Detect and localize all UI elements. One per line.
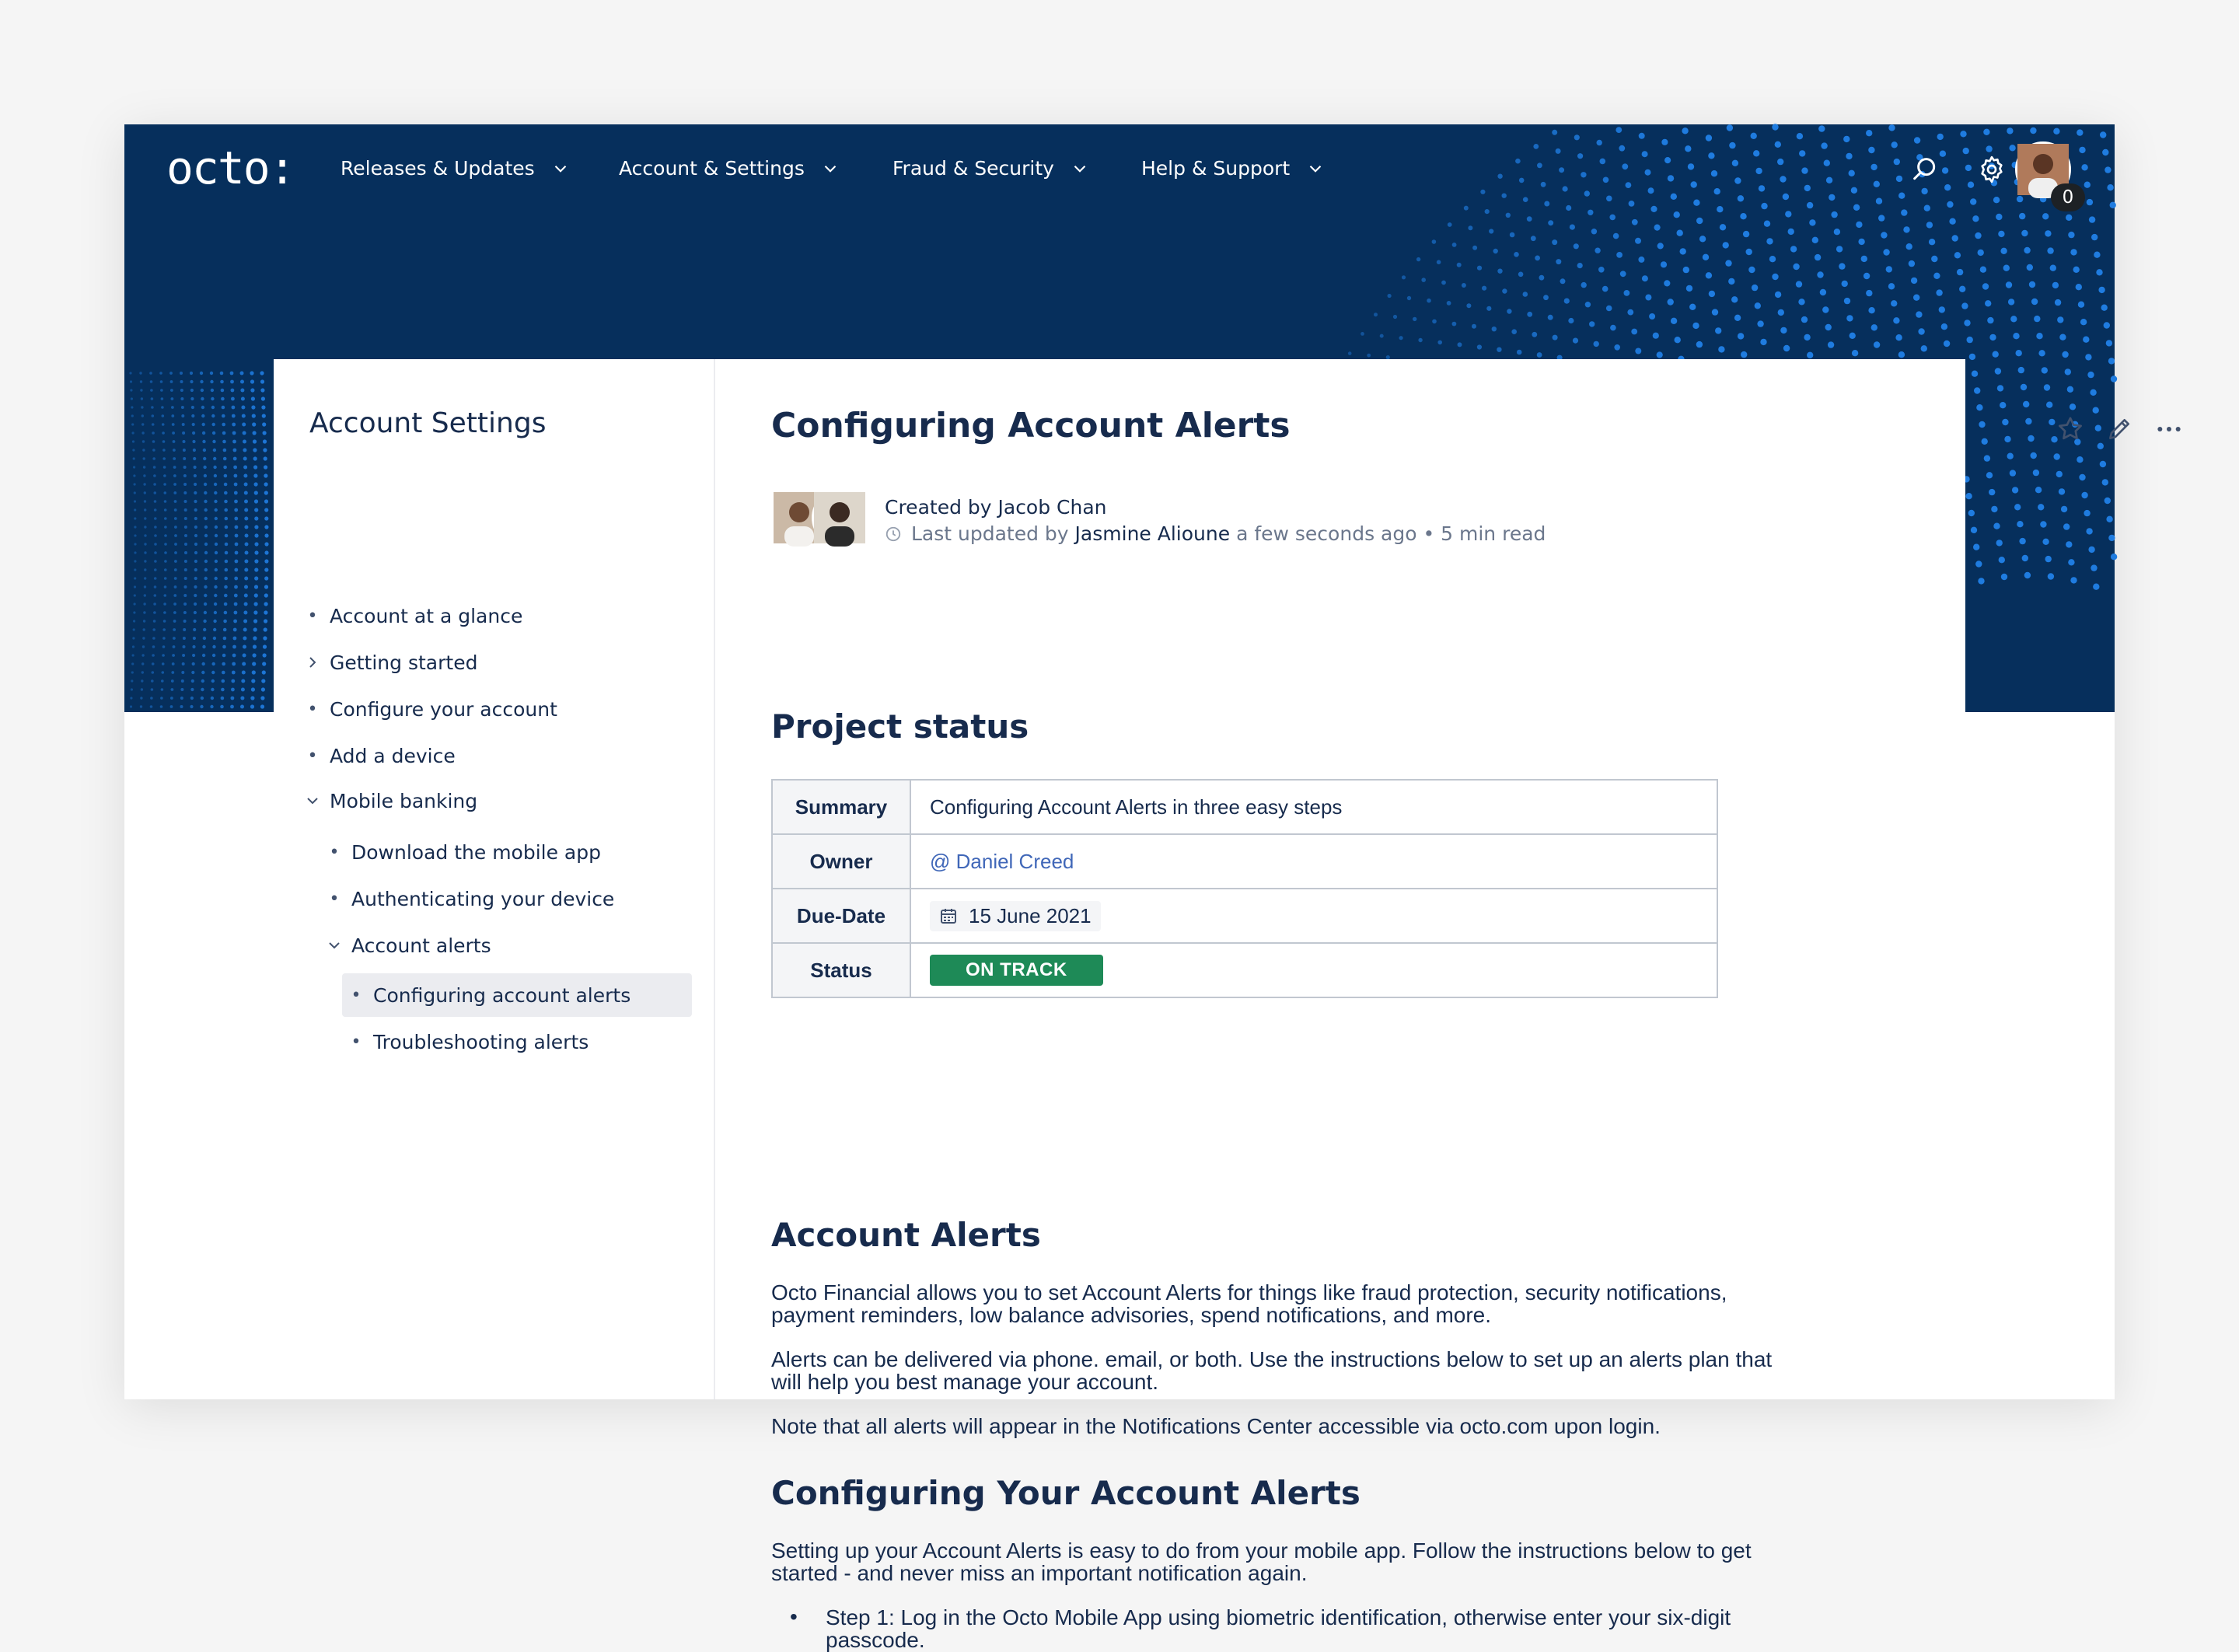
owner-mention[interactable]: @ Daniel Creed: [930, 849, 1074, 873]
summary-key: Summary: [772, 780, 910, 834]
bullet-icon: •: [351, 985, 362, 1005]
menu-label: Help & Support: [1141, 157, 1291, 180]
bullet-icon: •: [307, 606, 318, 626]
sidebar-item-label: Troubleshooting alerts: [373, 1030, 589, 1053]
sidebar-item-configure-your-account[interactable]: [303, 687, 557, 731]
bullet-icon: •: [329, 842, 340, 862]
bullet-icon: •: [351, 1032, 362, 1052]
table-row: [772, 834, 1717, 889]
edit-pencil-icon[interactable]: [2104, 414, 2135, 445]
menu-fraud-security[interactable]: [892, 157, 1090, 180]
editor-avatar[interactable]: [812, 490, 868, 546]
sidebar-item-account-at-a-glance[interactable]: [303, 594, 522, 637]
user-avatar-button[interactable]: [2015, 141, 2074, 208]
table-row: [772, 780, 1717, 834]
sidebar-item-mobile-banking[interactable]: [303, 779, 477, 823]
due-date-value: [910, 889, 1717, 943]
last-updated: [885, 522, 1546, 545]
account-alerts-paragraph-3: Note that all alerts will appear in the Notifications Center accessible via octo.com upon login.: [771, 1414, 1661, 1438]
chevron-down-icon: [303, 791, 322, 810]
sidebar-item-label: Account alerts: [351, 934, 491, 957]
sidebar-item-add-a-device[interactable]: [303, 734, 456, 777]
menu-account-settings[interactable]: [619, 157, 840, 180]
configuring-paragraph: Setting up your Account Alerts is easy to do from your mobile app. Follow the instructions below to get started - and never miss an important notification again.: [771, 1538, 1752, 1585]
bullet-icon: •: [790, 1605, 798, 1629]
date-chip[interactable]: [930, 901, 1101, 931]
more-options-icon[interactable]: [2153, 414, 2185, 445]
bullet-icon: •: [307, 699, 318, 719]
owner-value: [910, 834, 1717, 889]
menu-help-support[interactable]: [1141, 157, 1326, 180]
calendar-icon: [939, 906, 958, 925]
account-alerts-paragraph-2: Alerts can be delivered via phone. email, or both. Use the instructions below to set up an alerts plan that will help you best manage your account.: [771, 1347, 1773, 1394]
sidebar-item-label: Add a device: [330, 744, 456, 767]
menu-label: Fraud & Security: [892, 157, 1054, 180]
bullet-icon: •: [329, 889, 340, 909]
sidebar-title: Account Settings: [309, 407, 547, 439]
status-key: Status: [772, 943, 910, 997]
notification-count-badge: 0: [2051, 183, 2085, 211]
top-navigation: [124, 124, 2115, 218]
sidebar-item-label: Authenticating your device: [351, 887, 615, 910]
owner-key: Owner: [772, 834, 910, 889]
updated-prefix: Last updated by: [911, 522, 1069, 545]
sidebar: [274, 359, 715, 1399]
logo[interactable]: octo:: [166, 141, 295, 194]
due-date-text: 15 June 2021: [969, 903, 1092, 927]
gear-icon[interactable]: [1976, 154, 2007, 185]
status-value: [910, 943, 1717, 997]
chevron-down-icon: [550, 159, 571, 179]
chevron-down-icon: [1305, 159, 1326, 179]
project-status-heading: Project status: [771, 707, 1029, 746]
sidebar-item-configuring-account-alerts[interactable]: [342, 973, 692, 1017]
search-icon[interactable]: [1909, 154, 1940, 185]
star-icon[interactable]: [2055, 414, 2086, 445]
page-card: [274, 359, 1965, 1652]
app-window: [124, 124, 2115, 1652]
sidebar-item-label: Mobile banking: [330, 789, 478, 812]
table-row: [772, 943, 1717, 997]
bullet-icon: •: [307, 746, 318, 766]
sidebar-item-download-the-mobile-app[interactable]: [325, 830, 601, 874]
sidebar-item-label: Download the mobile app: [351, 840, 601, 864]
chevron-down-icon: [325, 936, 344, 955]
sidebar-item-getting-started[interactable]: [303, 641, 477, 684]
due-date-key: Due-Date: [772, 889, 910, 943]
table-row: [772, 889, 1717, 943]
sidebar-item-label: Account at a glance: [330, 604, 523, 627]
menu-label: Releases & Updates: [341, 157, 535, 180]
sidebar-item-troubleshooting-alerts[interactable]: [347, 1020, 589, 1063]
account-alerts-paragraph-1: Octo Financial allows you to set Account Alerts for things like fraud protection, security notifications, payment reminders, low balance advisories, spend notifications, and more.: [771, 1280, 1727, 1327]
status-badge: ON TRACK: [930, 955, 1103, 986]
chevron-right-icon: [303, 653, 322, 672]
sidebar-item-label: Getting started: [330, 651, 478, 674]
sidebar-item-label: Configure your account: [330, 697, 557, 721]
updated-by-user[interactable]: Jasmine Alioune: [1074, 522, 1231, 545]
menu-releases-updates[interactable]: [341, 157, 571, 180]
menu-label: Account & Settings: [619, 157, 805, 180]
sidebar-item-account-alerts[interactable]: [325, 924, 491, 967]
chevron-down-icon: [1070, 159, 1090, 179]
sidebar-item-label: Configuring account alerts: [373, 983, 631, 1007]
configuring-heading: Configuring Your Account Alerts: [771, 1474, 1361, 1512]
chevron-down-icon: [820, 159, 840, 179]
page-title: Configuring Account Alerts: [771, 406, 1291, 445]
page-byline: [771, 487, 1626, 549]
clock-icon: [885, 526, 902, 543]
account-alerts-heading: Account Alerts: [771, 1216, 1041, 1254]
updated-time-readtime: a few seconds ago • 5 min read: [1236, 522, 1546, 545]
summary-value: Configuring Account Alerts in three easy steps: [910, 780, 1717, 834]
step-1-item: Step 1: Log in the Octo Mobile App using biometric identification, otherwise enter your six-digit passcode.: [826, 1605, 1731, 1652]
sidebar-item-authenticating-your-device[interactable]: [325, 877, 614, 920]
project-status-table: [771, 779, 1718, 998]
created-by: Created by Jacob Chan: [885, 496, 1107, 519]
